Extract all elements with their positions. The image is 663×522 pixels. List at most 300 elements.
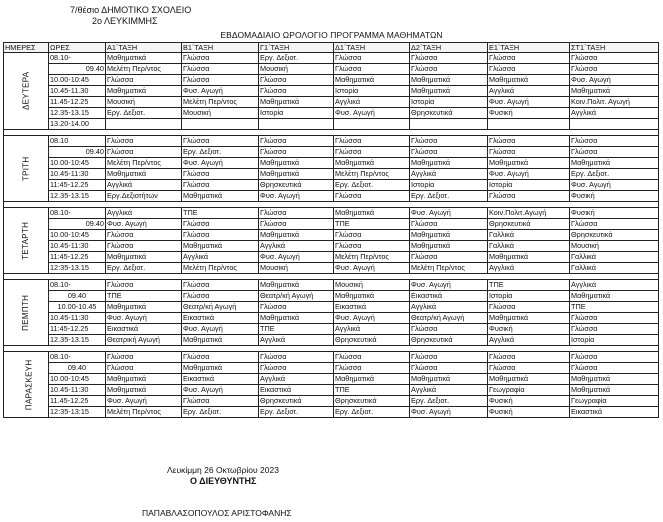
subject-cell: Γλώσσα	[334, 352, 410, 363]
subject-cell: Αγγλικά	[488, 86, 570, 97]
date-line: Λευκίμμη 26 Οκτωβρίου 2023	[167, 465, 279, 475]
principal-name: ΠΑΠΑΒΛΑΣΟΠΟΥΛΟΣ ΑΡΙΣΤΟΦΑΝΗΣ	[142, 508, 292, 518]
subject-cell: Μαθηματικά	[410, 374, 488, 385]
subject-cell: Εικαστικά	[182, 374, 259, 385]
subject-cell: Αγγλικά	[259, 241, 334, 252]
subject-cell: Μελέτη Περ/ντος	[334, 169, 410, 180]
subject-cell: Φυσική	[570, 208, 659, 219]
subject-cell: Γλώσσα	[182, 75, 259, 86]
subject-cell: Μαθηματικά	[334, 374, 410, 385]
day-label: ΤΡΙΤΗ	[21, 156, 31, 181]
time-cell: 10.00-10:45	[49, 230, 106, 241]
subject-cell: Μαθηματικά	[410, 241, 488, 252]
table-row	[4, 352, 659, 363]
column-header: ΩΡΕΣ	[49, 43, 106, 53]
subject-cell	[182, 119, 259, 130]
subject-cell: Θρησκευτικά	[570, 230, 659, 241]
subject-cell: Μουσική	[570, 241, 659, 252]
subject-cell: Εικαστικά	[570, 407, 659, 418]
subject-cell: Μαθηματικά	[570, 291, 659, 302]
subject-cell: Γαλλικά	[488, 241, 570, 252]
subject-cell: Μαθηματικά	[182, 191, 259, 202]
time-cell: 10.00-10:45	[49, 374, 106, 385]
subject-cell: Γλώσσα	[488, 363, 570, 374]
subject-cell: Εργ. Δεξιοτ.	[334, 180, 410, 191]
subject-cell: Γλώσσα	[334, 230, 410, 241]
subject-cell: Γλώσσα	[410, 252, 488, 263]
subject-cell: Γλώσσα	[410, 136, 488, 147]
subject-cell: Αγγλικά	[410, 385, 488, 396]
subject-cell: Ιστορία	[488, 180, 570, 191]
table-row	[4, 385, 659, 396]
subject-cell: Φυσική	[488, 407, 570, 418]
subject-cell	[410, 119, 488, 130]
subject-cell: Γλώσσα	[182, 230, 259, 241]
subject-cell: Γλώσσα	[410, 147, 488, 158]
subject-cell: Γλώσσα	[259, 302, 334, 313]
day-label-cell	[4, 208, 49, 274]
subject-cell: Θρησκευτικά	[259, 396, 334, 407]
subject-cell: Μαθηματικά	[410, 158, 488, 169]
subject-cell: Γλώσσα	[570, 313, 659, 324]
column-header: Β1΄ΤΑΞΗ	[182, 43, 259, 53]
time-cell: 10.00-10:45	[49, 75, 106, 86]
subject-cell: Αγγλικά	[410, 169, 488, 180]
timetable-title: ΕΒΔΟΜΑΔΙΑΙΟ ΩΡΟΛΟΓΙΟ ΠΡΟΓΡΑΜΜΑ ΜΑΘΗΜΑΤΩΝ	[220, 30, 443, 40]
table-row	[4, 136, 659, 147]
time-cell: 10.45-11.30	[49, 86, 106, 97]
day-label-cell	[4, 136, 49, 202]
subject-cell: Μαθηματικά	[106, 385, 182, 396]
time-cell: 13.20-14.00	[49, 119, 106, 130]
subject-cell: Αγγλικά	[106, 208, 182, 219]
table-row	[4, 374, 659, 385]
subject-cell: Μαθηματικά	[410, 230, 488, 241]
table-row	[4, 97, 659, 108]
subject-cell: Μελέτη Περ/ντος	[410, 263, 488, 274]
time-cell: 08.10	[49, 136, 106, 147]
subject-cell: Γλώσσα	[570, 324, 659, 335]
subject-cell: Μαθηματικά	[488, 75, 570, 86]
subject-cell: Εργ. Δεξιοτ.	[410, 191, 488, 202]
subject-cell: Μελέτη Περ/ντος	[106, 407, 182, 418]
subject-cell: Γλώσσα	[259, 147, 334, 158]
subject-cell: Φυσ. Αγωγή	[570, 180, 659, 191]
subject-cell: Μαθηματικά	[334, 291, 410, 302]
table-row	[4, 75, 659, 86]
subject-cell: Εργ. Δεξιοτ.	[259, 407, 334, 418]
subject-cell: Γλώσσα	[488, 191, 570, 202]
subject-cell: Γλώσσα	[259, 352, 334, 363]
subject-cell: Φυσ. Αγωγή	[488, 169, 570, 180]
subject-cell: Θεατρ/κή Αγωγή	[410, 313, 488, 324]
subject-cell: Γλώσσα	[182, 280, 259, 291]
subject-cell: ΤΠΕ	[259, 324, 334, 335]
time-cell: 12:35-13:15	[49, 407, 106, 418]
column-header: ΣΤ1΄ΤΑΞΗ	[570, 43, 659, 53]
subject-cell: Γλώσσα	[334, 64, 410, 75]
subject-cell: Εργ. Δεξιοτ.	[570, 169, 659, 180]
subject-cell: Ιστορία	[570, 335, 659, 346]
subject-cell: Φυσ. Αγωγή	[410, 407, 488, 418]
subject-cell: Γλώσσα	[182, 219, 259, 230]
subject-cell: Φυσ. Αγωγή	[410, 208, 488, 219]
table-row	[4, 302, 659, 313]
day-label: ΠΑΡΑΣΚΕΥΗ	[24, 359, 34, 410]
subject-cell: Γλώσσα	[106, 280, 182, 291]
subject-cell: Θρησκευτικά	[259, 180, 334, 191]
time-cell: 08.10-	[49, 280, 106, 291]
subject-cell: Γλώσσα	[259, 75, 334, 86]
subject-cell: Γλώσσα	[410, 64, 488, 75]
table-row	[4, 219, 659, 230]
table-row	[4, 191, 659, 202]
subject-cell: Μαθηματικά	[259, 280, 334, 291]
subject-cell: Αγγλικά	[488, 335, 570, 346]
table-row	[4, 108, 659, 119]
subject-cell: Γλώσσα	[488, 64, 570, 75]
subject-cell: Φυσ. Αγωγή	[570, 75, 659, 86]
subject-cell: Μελέτη Περ/ντος	[182, 263, 259, 274]
subject-cell: Γλώσσα	[259, 219, 334, 230]
subject-cell: Ιστορία	[334, 86, 410, 97]
subject-cell: Θρησκευτικά	[410, 108, 488, 119]
subject-cell: Γλώσσα	[182, 53, 259, 64]
subject-cell: Φυσ. Αγωγή	[182, 158, 259, 169]
subject-cell: Θεατρική Αγωγή	[106, 335, 182, 346]
subject-cell: Γλώσσα	[488, 136, 570, 147]
subject-cell: ΤΠΕ	[106, 291, 182, 302]
subject-cell: Μαθηματικά	[259, 97, 334, 108]
table-row	[4, 53, 659, 64]
table-row	[4, 208, 659, 219]
subject-cell: Γλώσσα	[259, 136, 334, 147]
subject-cell: Γλώσσα	[410, 352, 488, 363]
subject-cell: Μαθηματικά	[570, 158, 659, 169]
time-cell: 09.40	[49, 64, 106, 75]
time-cell: 09.40	[49, 291, 106, 302]
table-row	[4, 241, 659, 252]
table-row	[4, 230, 659, 241]
subject-cell	[488, 119, 570, 130]
subject-cell: Φυσική	[488, 396, 570, 407]
subject-cell: Γλώσσα	[106, 352, 182, 363]
subject-cell: Μουσική	[259, 64, 334, 75]
subject-cell	[334, 119, 410, 130]
subject-cell: Φυσ. Αγωγή	[259, 252, 334, 263]
subject-cell: Εικαστικά	[259, 385, 334, 396]
subject-cell: Εικαστικά	[410, 291, 488, 302]
subject-cell: Μαθηματικά	[488, 374, 570, 385]
subject-cell: Γλώσσα	[488, 302, 570, 313]
subject-cell: ΤΠΕ	[182, 208, 259, 219]
table-row	[4, 335, 659, 346]
subject-cell: Φυσ. Αγωγή	[334, 263, 410, 274]
subject-cell: Μαθηματικά	[259, 158, 334, 169]
subject-cell: Γλώσσα	[570, 147, 659, 158]
subject-cell: Γλώσσα	[182, 136, 259, 147]
subject-cell: Γλώσσα	[488, 147, 570, 158]
subject-cell: Αγγλικά	[570, 108, 659, 119]
director-title: Ο ΔΙΕΥΘΥΝΤΗΣ	[190, 476, 257, 486]
subject-cell: Κοιν.Πολιτ. Αγωγή	[570, 97, 659, 108]
time-cell: 10.45-11:30	[49, 241, 106, 252]
subject-cell: ΤΠΕ	[334, 385, 410, 396]
subject-cell: Εικαστικά	[182, 313, 259, 324]
subject-cell: Γλώσσα	[410, 53, 488, 64]
subject-cell: Φυσ. Αγωγή	[182, 385, 259, 396]
subject-cell: Φυσ. Αγωγή	[334, 108, 410, 119]
column-header: Δ1΄ΤΑΞΗ	[334, 43, 410, 53]
subject-cell: Μαθηματικά	[488, 313, 570, 324]
subject-cell: Αγγλικά	[410, 302, 488, 313]
subject-cell: Φυσ. Αγωγή	[410, 280, 488, 291]
subject-cell: Αγγλικά	[570, 280, 659, 291]
subject-cell: Μελέτη Περ/ντος	[106, 158, 182, 169]
subject-cell: Γλώσσα	[106, 363, 182, 374]
table-row	[4, 263, 659, 274]
subject-cell: Αγγλικά	[259, 374, 334, 385]
subject-cell: Ιστορία	[259, 108, 334, 119]
subject-cell: Θεατρ/κή Αγωγή	[182, 302, 259, 313]
subject-cell: Εργ. Δεξιοτ.	[182, 407, 259, 418]
subject-cell: Ιστορία	[410, 180, 488, 191]
subject-cell: Γαλλικά	[488, 230, 570, 241]
subject-cell: Γλώσσα	[259, 363, 334, 374]
subject-cell: Εργ. Δεξιοτ.	[334, 407, 410, 418]
subject-cell: Εργ. Δεξιοτ.	[410, 396, 488, 407]
subject-cell: Γλώσσα	[570, 363, 659, 374]
subject-cell: Φυσ. Αγωγή	[259, 191, 334, 202]
subject-cell: Φυσική	[488, 108, 570, 119]
subject-cell: Μελέτη Περ/ντος	[182, 97, 259, 108]
subject-cell	[106, 119, 182, 130]
subject-cell: Αγγλικά	[488, 263, 570, 274]
table-row	[4, 291, 659, 302]
timetable-body	[4, 53, 659, 418]
subject-cell: Φυσ. Αγωγή	[106, 396, 182, 407]
subject-cell: Ιστορία	[488, 291, 570, 302]
subject-cell: Εργ. Δεξιοτ.	[106, 263, 182, 274]
time-cell: 12.35-13.15	[49, 191, 106, 202]
table-row	[4, 119, 659, 130]
subject-cell: Φυσ. Αγωγή	[488, 97, 570, 108]
subject-cell: Μαθηματικά	[259, 313, 334, 324]
subject-cell: Θρησκευτικά	[488, 219, 570, 230]
subject-cell: Γεωγραφία	[488, 385, 570, 396]
subject-cell: Γλώσσα	[334, 147, 410, 158]
table-row	[4, 363, 659, 374]
subject-cell: Γλώσσα	[106, 147, 182, 158]
table-row	[4, 396, 659, 407]
table-row	[4, 169, 659, 180]
time-cell: 12.35-13.15	[49, 335, 106, 346]
table-row	[4, 86, 659, 97]
subject-cell: Εργ. Δεξιοτ.	[182, 147, 259, 158]
day-label-cell	[4, 280, 49, 346]
subject-cell: Μελέτη Περ/ντος	[334, 252, 410, 263]
time-cell: 10.00-10.45	[49, 302, 106, 313]
subject-cell: ΤΠΕ	[334, 219, 410, 230]
subject-cell: Αγγλικά	[334, 97, 410, 108]
time-cell: 08.10-	[49, 208, 106, 219]
table-row	[4, 158, 659, 169]
subject-cell: Μουσική	[182, 108, 259, 119]
subject-cell: Αγγλικά	[334, 324, 410, 335]
time-cell: 10.45-11:30	[49, 169, 106, 180]
day-label: ΔΕΥΤΕΡΑ	[21, 71, 31, 111]
subject-cell: Θρησκευτικά	[410, 335, 488, 346]
time-cell: 10.00-10:45	[49, 158, 106, 169]
column-header: Α1΄ΤΑΞΗ	[106, 43, 182, 53]
subject-cell: Ιστορία	[410, 97, 488, 108]
subject-cell: Γλώσσα	[410, 219, 488, 230]
day-label: ΤΕΤΑΡΤΗ	[21, 221, 31, 260]
subject-cell: Μαθηματικά	[410, 86, 488, 97]
day-label: ΠΕΜΠΤΗ	[21, 294, 31, 331]
column-header: Δ2΄ΤΑΞΗ	[410, 43, 488, 53]
time-cell: 12:35-13.15	[49, 263, 106, 274]
subject-cell: Θρησκευτικά	[334, 396, 410, 407]
subject-cell: Γλώσσα	[182, 291, 259, 302]
subject-cell: Μελέτη Περ/ντος	[106, 64, 182, 75]
subject-cell: Γλώσσα	[106, 241, 182, 252]
subject-cell: Κοιν.Πολιτ.Αγωγή	[488, 208, 570, 219]
table-row	[4, 64, 659, 75]
subject-cell: Γλώσσα	[334, 241, 410, 252]
subject-cell: Μαθηματικά	[106, 86, 182, 97]
subject-cell: ΤΠΕ	[570, 302, 659, 313]
table-row	[4, 407, 659, 418]
subject-cell: Μαθηματικά	[334, 75, 410, 86]
table-row	[4, 313, 659, 324]
subject-cell: Μουσική	[259, 263, 334, 274]
time-cell: 09.40	[49, 147, 106, 158]
time-cell: 11.45-12.25	[49, 396, 106, 407]
subject-cell: Γλώσσα	[334, 363, 410, 374]
subject-cell: Γλώσσα	[570, 53, 659, 64]
subject-cell: Γλώσσα	[106, 75, 182, 86]
subject-cell: Μαθηματικά	[182, 241, 259, 252]
subject-cell: Μαθηματικά	[570, 385, 659, 396]
table-row	[4, 180, 659, 191]
subject-cell: Μαθηματικά	[182, 335, 259, 346]
subject-cell: Μαθηματικά	[570, 86, 659, 97]
subject-cell: Αγγλικά	[106, 180, 182, 191]
subject-cell: Θρησκευτικά	[334, 335, 410, 346]
subject-cell: Γλώσσα	[334, 53, 410, 64]
subject-cell: Μαθηματικά	[106, 302, 182, 313]
school-name: 2ο ΛΕΥΚΙΜΜΗΣ	[92, 16, 158, 26]
subject-cell	[570, 119, 659, 130]
day-label-cell	[4, 352, 49, 418]
subject-cell: Μαθηματικά	[334, 208, 410, 219]
subject-cell: Γλώσσα	[182, 396, 259, 407]
time-cell: 11:45-12.25	[49, 252, 106, 263]
column-header: Ε1΄ΤΑΞΗ	[488, 43, 570, 53]
subject-cell: Γλώσσα	[259, 208, 334, 219]
subject-cell: Γλώσσα	[570, 219, 659, 230]
subject-cell: Γλώσσα	[259, 86, 334, 97]
subject-cell: Φυσ. Αγωγή	[182, 324, 259, 335]
time-cell: 11:45-12.25	[49, 180, 106, 191]
subject-cell: Φυσική	[570, 191, 659, 202]
subject-cell: Γλώσσα	[570, 64, 659, 75]
subject-cell: Μαθηματικά	[259, 169, 334, 180]
subject-cell: Μαθηματικά	[182, 363, 259, 374]
subject-cell: Μαθηματικά	[259, 230, 334, 241]
subject-cell: Φυσ. Αγωγή	[182, 86, 259, 97]
column-header: Γ1΄ΤΑΞΗ	[259, 43, 334, 53]
subject-cell: Γαλλικά	[570, 263, 659, 274]
time-cell: 08.10-	[49, 352, 106, 363]
subject-cell: Γλώσσα	[488, 352, 570, 363]
time-cell: 10.45-11:30	[49, 385, 106, 396]
subject-cell: Γλώσσα	[182, 64, 259, 75]
timetable	[3, 42, 659, 418]
subject-cell: ΤΠΕ	[488, 280, 570, 291]
subject-cell: Γλώσσα	[410, 324, 488, 335]
subject-cell: Γλώσσα	[182, 169, 259, 180]
subject-cell: Φυσ. Αγωγή	[106, 219, 182, 230]
subject-cell: Εικαστικά	[334, 302, 410, 313]
subject-cell: Γεωγραφία	[570, 396, 659, 407]
time-cell: 09.40	[49, 219, 106, 230]
subject-cell: Γλώσσα	[182, 180, 259, 191]
subject-cell: Μαθηματικά	[106, 374, 182, 385]
subject-cell: Εικαστικά	[106, 324, 182, 335]
subject-cell: Γλώσσα	[106, 136, 182, 147]
subject-cell: Μαθηματικά	[410, 75, 488, 86]
subject-cell: Γλώσσα	[570, 352, 659, 363]
time-cell: 10.45-11:30	[49, 313, 106, 324]
table-row	[4, 280, 659, 291]
time-cell: 11:45-12.25	[49, 324, 106, 335]
table-row	[4, 252, 659, 263]
subject-cell: Εργ. Δεξιοτ.	[106, 108, 182, 119]
table-row	[4, 324, 659, 335]
subject-cell: Μουσική	[334, 280, 410, 291]
subject-cell: Γλώσσα	[334, 191, 410, 202]
column-header: ΗΜΕΡΕΣ	[4, 43, 49, 53]
subject-cell: Μουσική	[106, 97, 182, 108]
subject-cell	[259, 119, 334, 130]
subject-cell: Μαθηματικά	[106, 169, 182, 180]
subject-cell: Φυσ. Αγωγή	[106, 313, 182, 324]
subject-cell: Γλώσσα	[182, 352, 259, 363]
subject-cell: Αγγλικά	[259, 335, 334, 346]
subject-cell: Φυσική	[488, 324, 570, 335]
subject-cell: Μαθηματικά	[334, 158, 410, 169]
time-cell: 12.35-13.15	[49, 108, 106, 119]
subject-cell: Μαθηματικά	[488, 252, 570, 263]
subject-cell: Γλώσσα	[106, 230, 182, 241]
subject-cell: Εργ. Δεξιοτ.	[259, 53, 334, 64]
subject-cell: Αγγλικά	[182, 252, 259, 263]
subject-cell: Γλώσσα	[570, 136, 659, 147]
school-type-line: 7/θέσιο ΔΗΜΟΤΙΚΟ ΣΧΟΛΕΙΟ	[70, 5, 192, 15]
subject-cell: Γλώσσα	[334, 136, 410, 147]
subject-cell: Μαθηματικά	[570, 374, 659, 385]
subject-cell: Γλώσσα	[410, 363, 488, 374]
subject-cell: Γαλλικά	[570, 252, 659, 263]
subject-cell: Γλώσσα	[488, 53, 570, 64]
time-cell: 11.45-12.25	[49, 97, 106, 108]
header-row	[4, 43, 659, 53]
table-row	[4, 147, 659, 158]
subject-cell: Φυσ. Αγωγή	[334, 313, 410, 324]
subject-cell: Μαθηματικά	[106, 53, 182, 64]
